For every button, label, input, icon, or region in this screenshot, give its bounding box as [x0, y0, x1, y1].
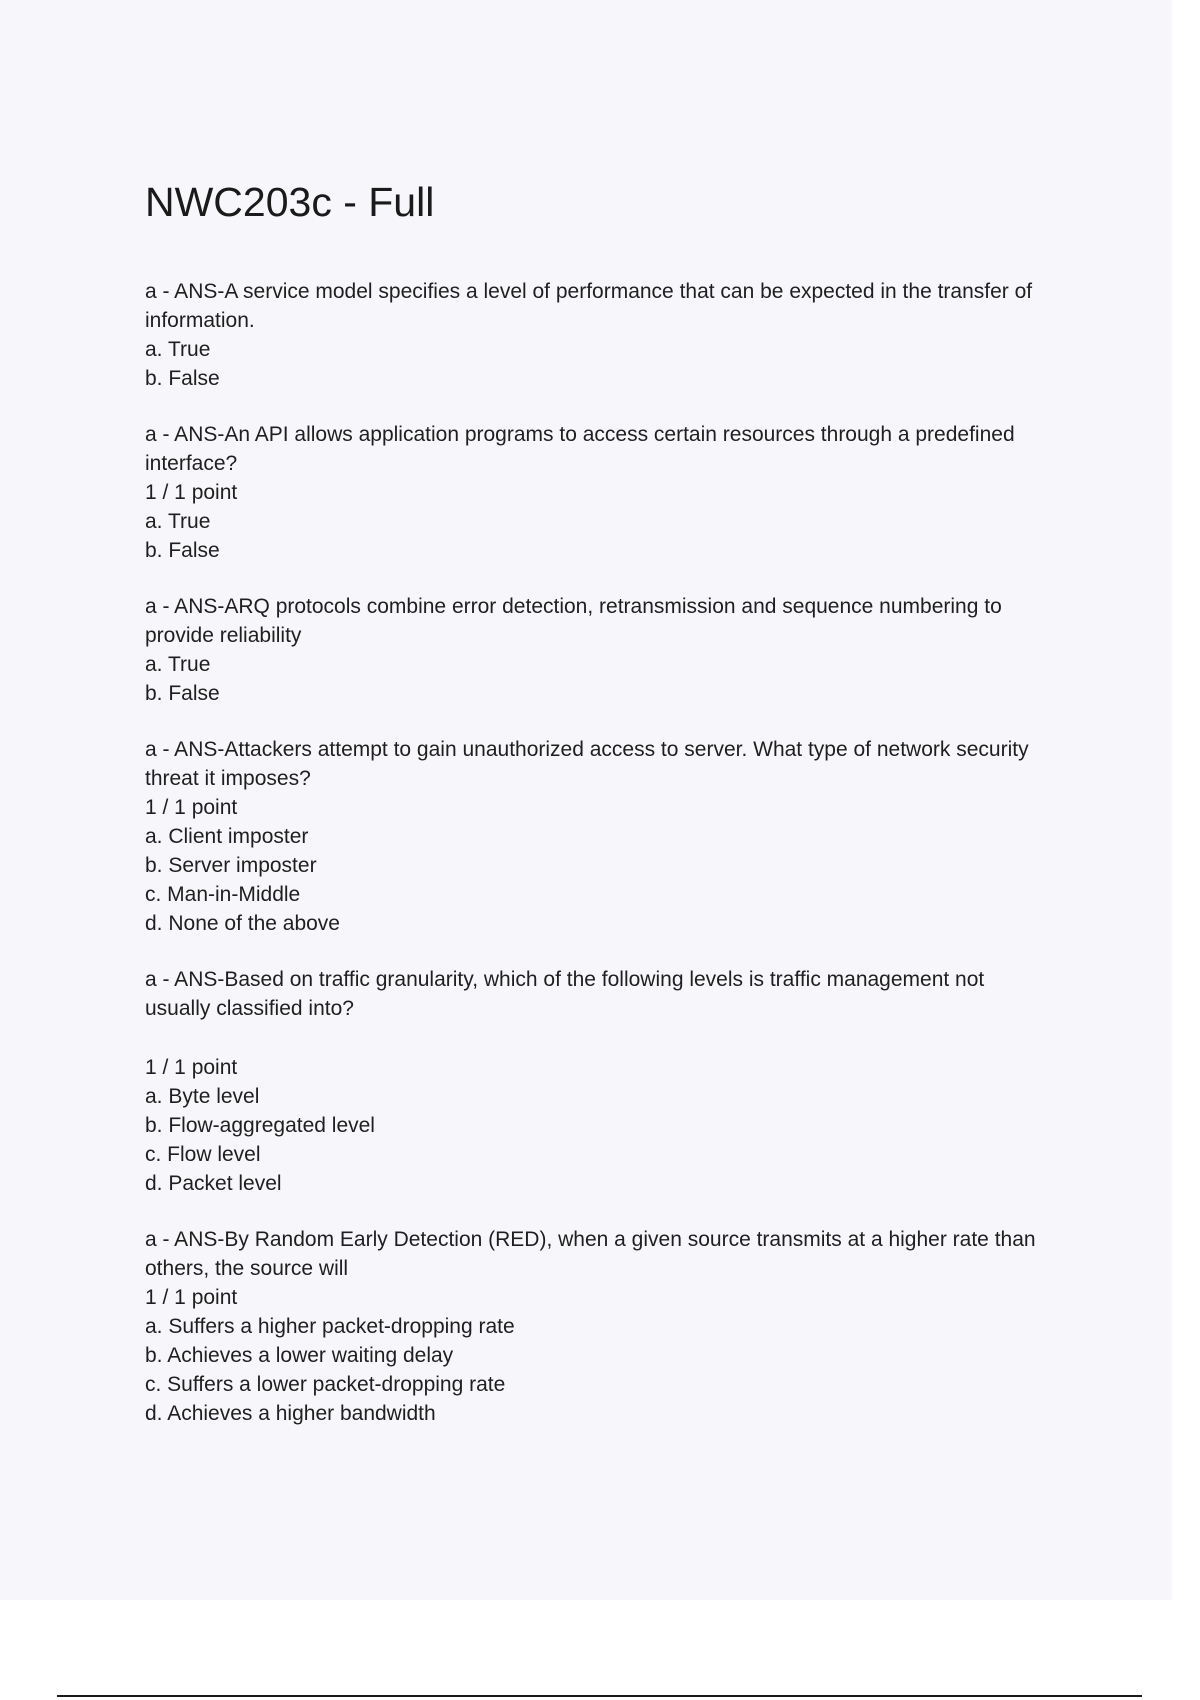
answer-option: a. Suffers a higher packet-dropping rate [145, 1315, 515, 1339]
question-block [145, 592, 1095, 708]
question-prompt-continued: usually classified into? [145, 997, 354, 1021]
answer-option: c. Suffers a lower packet-dropping rate [145, 1373, 506, 1397]
question-prompt: a - ANS-Attackers attempt to gain unauthorized access to server. What type of network security [145, 738, 1029, 762]
answer-option: c. Man-in-Middle [145, 883, 301, 907]
question-score: 1 / 1 point [145, 1056, 238, 1080]
answer-option: a. True [145, 653, 211, 677]
answer-option: b. Achieves a lower waiting delay [145, 1344, 454, 1368]
page-bottom-rule [57, 1695, 1142, 1697]
question-prompt-continued: interface? [145, 452, 238, 476]
question-prompt: a - ANS-An API allows application programs to access certain resources through a predefined [145, 423, 1015, 447]
answer-option: b. False [145, 539, 220, 563]
answer-option: d. Packet level [145, 1172, 282, 1196]
question-score: 1 / 1 point [145, 796, 238, 820]
answer-option: a. Byte level [145, 1085, 260, 1109]
question-score: 1 / 1 point [145, 1286, 238, 1310]
question-prompt-continued: others, the source will [145, 1257, 349, 1281]
answer-option: d. None of the above [145, 912, 340, 936]
question-prompt-continued: threat it imposes? [145, 767, 311, 791]
answer-option: a. Client imposter [145, 825, 309, 849]
blank-spacer [145, 1023, 1095, 1053]
answer-option: b. Flow-aggregated level [145, 1114, 375, 1138]
question-block [145, 420, 1095, 565]
question-prompt: a - ANS-Based on traffic granularity, which of the following levels is traffic management not [145, 968, 985, 992]
answer-option: d. Achieves a higher bandwidth [145, 1402, 436, 1426]
question-block [145, 965, 1095, 1198]
document-content [145, 178, 1095, 1455]
question-prompt: a - ANS-ARQ protocols combine error detection, retransmission and sequence numbering to [145, 595, 1002, 619]
document-title: NWC203c - Full [145, 179, 435, 225]
answer-option: a. True [145, 338, 211, 362]
question-block [145, 1225, 1095, 1428]
question-prompt: a - ANS-By Random Early Detection (RED), when a given source transmits at a higher rate than [145, 1228, 1036, 1252]
question-block [145, 277, 1095, 393]
question-score: 1 / 1 point [145, 481, 238, 505]
answer-option: b. False [145, 682, 220, 706]
answer-option: b. False [145, 367, 220, 391]
answer-option: c. Flow level [145, 1143, 261, 1167]
answer-option: b. Server imposter [145, 854, 317, 878]
question-prompt-continued: provide reliability [145, 624, 302, 648]
question-prompt-continued: information. [145, 309, 255, 333]
answer-option: a. True [145, 510, 211, 534]
question-block [145, 735, 1095, 938]
question-prompt: a - ANS-A service model specifies a level of performance that can be expected in the transfer of [145, 280, 1033, 304]
